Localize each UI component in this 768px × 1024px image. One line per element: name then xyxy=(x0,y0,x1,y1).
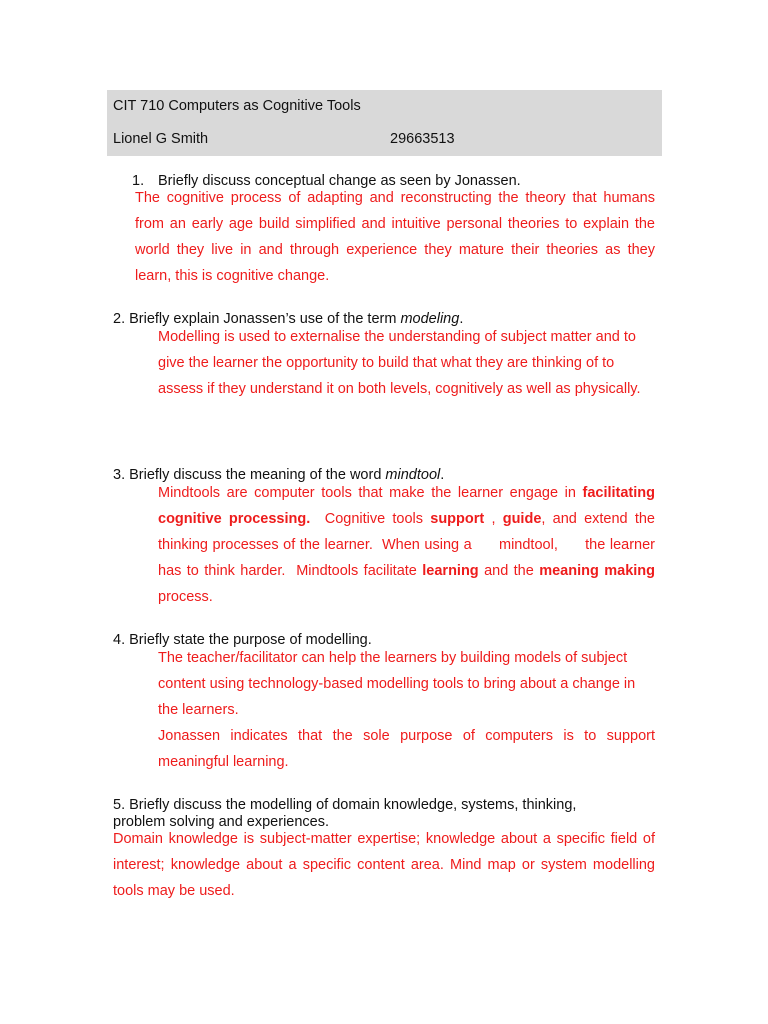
answer-4-paragraph: The teacher/facilitator can help the learners by building models of subject content using technology-based modelling tools to bring about a change in the learners. xyxy=(158,650,636,718)
question-3-period: . xyxy=(440,467,445,483)
question-2-text: 2. Briefly explain Jonassen’s use of the term xyxy=(113,311,401,327)
answer-3-bold: facilitating cognitive processing. xyxy=(158,485,660,527)
question-3-text: 3. Briefly discuss the meaning of the word xyxy=(113,467,386,483)
answer-2: Modelling is used to externalise the understanding of subject matter and to give the learner the opportunity to build that what they are thinking of to assess if they understand it on both levels, cognitively as well as physically. xyxy=(158,329,641,397)
answer-3-text: , xyxy=(484,511,503,527)
answer-3-text: Mindtools are computer tools that make the learner engage in xyxy=(158,485,583,501)
question-4: 4. Briefly state the purpose of modelling. xyxy=(113,632,372,648)
question-1-number: 1. xyxy=(132,173,145,189)
question-2-period: . xyxy=(459,311,464,327)
answer-3-bold: learning xyxy=(422,563,479,579)
question-2-term: modeling xyxy=(400,311,460,327)
student-name: Lionel G Smith xyxy=(113,131,209,147)
answer-3-text: process. xyxy=(158,563,660,605)
answer-5: Domain knowledge is subject-matter expertise; knowledge about a specific field of interest; knowledge about a specific content area. Mind map or system modelling tools may be used. xyxy=(113,831,655,899)
answer-1: The cognitive process of adapting and reconstructing the theory that humans from an early age build simplified and intuitive personal theories to explain the world they live in and through experience they mature their theories as they learn, this is cognitive change. xyxy=(135,190,655,284)
student-id: 29663513 xyxy=(390,131,455,147)
question-5-line: 5. Briefly discuss the modelling of domain knowledge, systems, thinking, xyxy=(113,797,577,813)
answer-4 xyxy=(158,645,655,775)
document-header xyxy=(107,90,662,156)
course-title: CIT 710 Computers as Cognitive Tools xyxy=(113,98,361,114)
answer-3-text: Cognitive tools xyxy=(310,511,431,527)
question-3-term: mindtool xyxy=(385,467,441,483)
answer-3-text: , and extend the thinking processes of the learner. When using a mindtool, the learner has to think harder. Mindtools facilitate xyxy=(158,511,660,579)
answer-3-bold: support xyxy=(430,511,485,527)
answer-3-bold: guide xyxy=(502,511,542,527)
answer-3-bold: meaning making xyxy=(539,563,655,579)
answer-4-paragraph: Jonassen indicates that the sole purpose of computers is to support meaningful learning. xyxy=(158,728,655,770)
answer-3 xyxy=(158,480,660,610)
question-5-line: problem solving and experiences. xyxy=(113,814,330,830)
question-1-text: Briefly discuss conceptual change as seen by Jonassen. xyxy=(158,173,521,189)
answer-3-text: and the xyxy=(478,563,540,579)
